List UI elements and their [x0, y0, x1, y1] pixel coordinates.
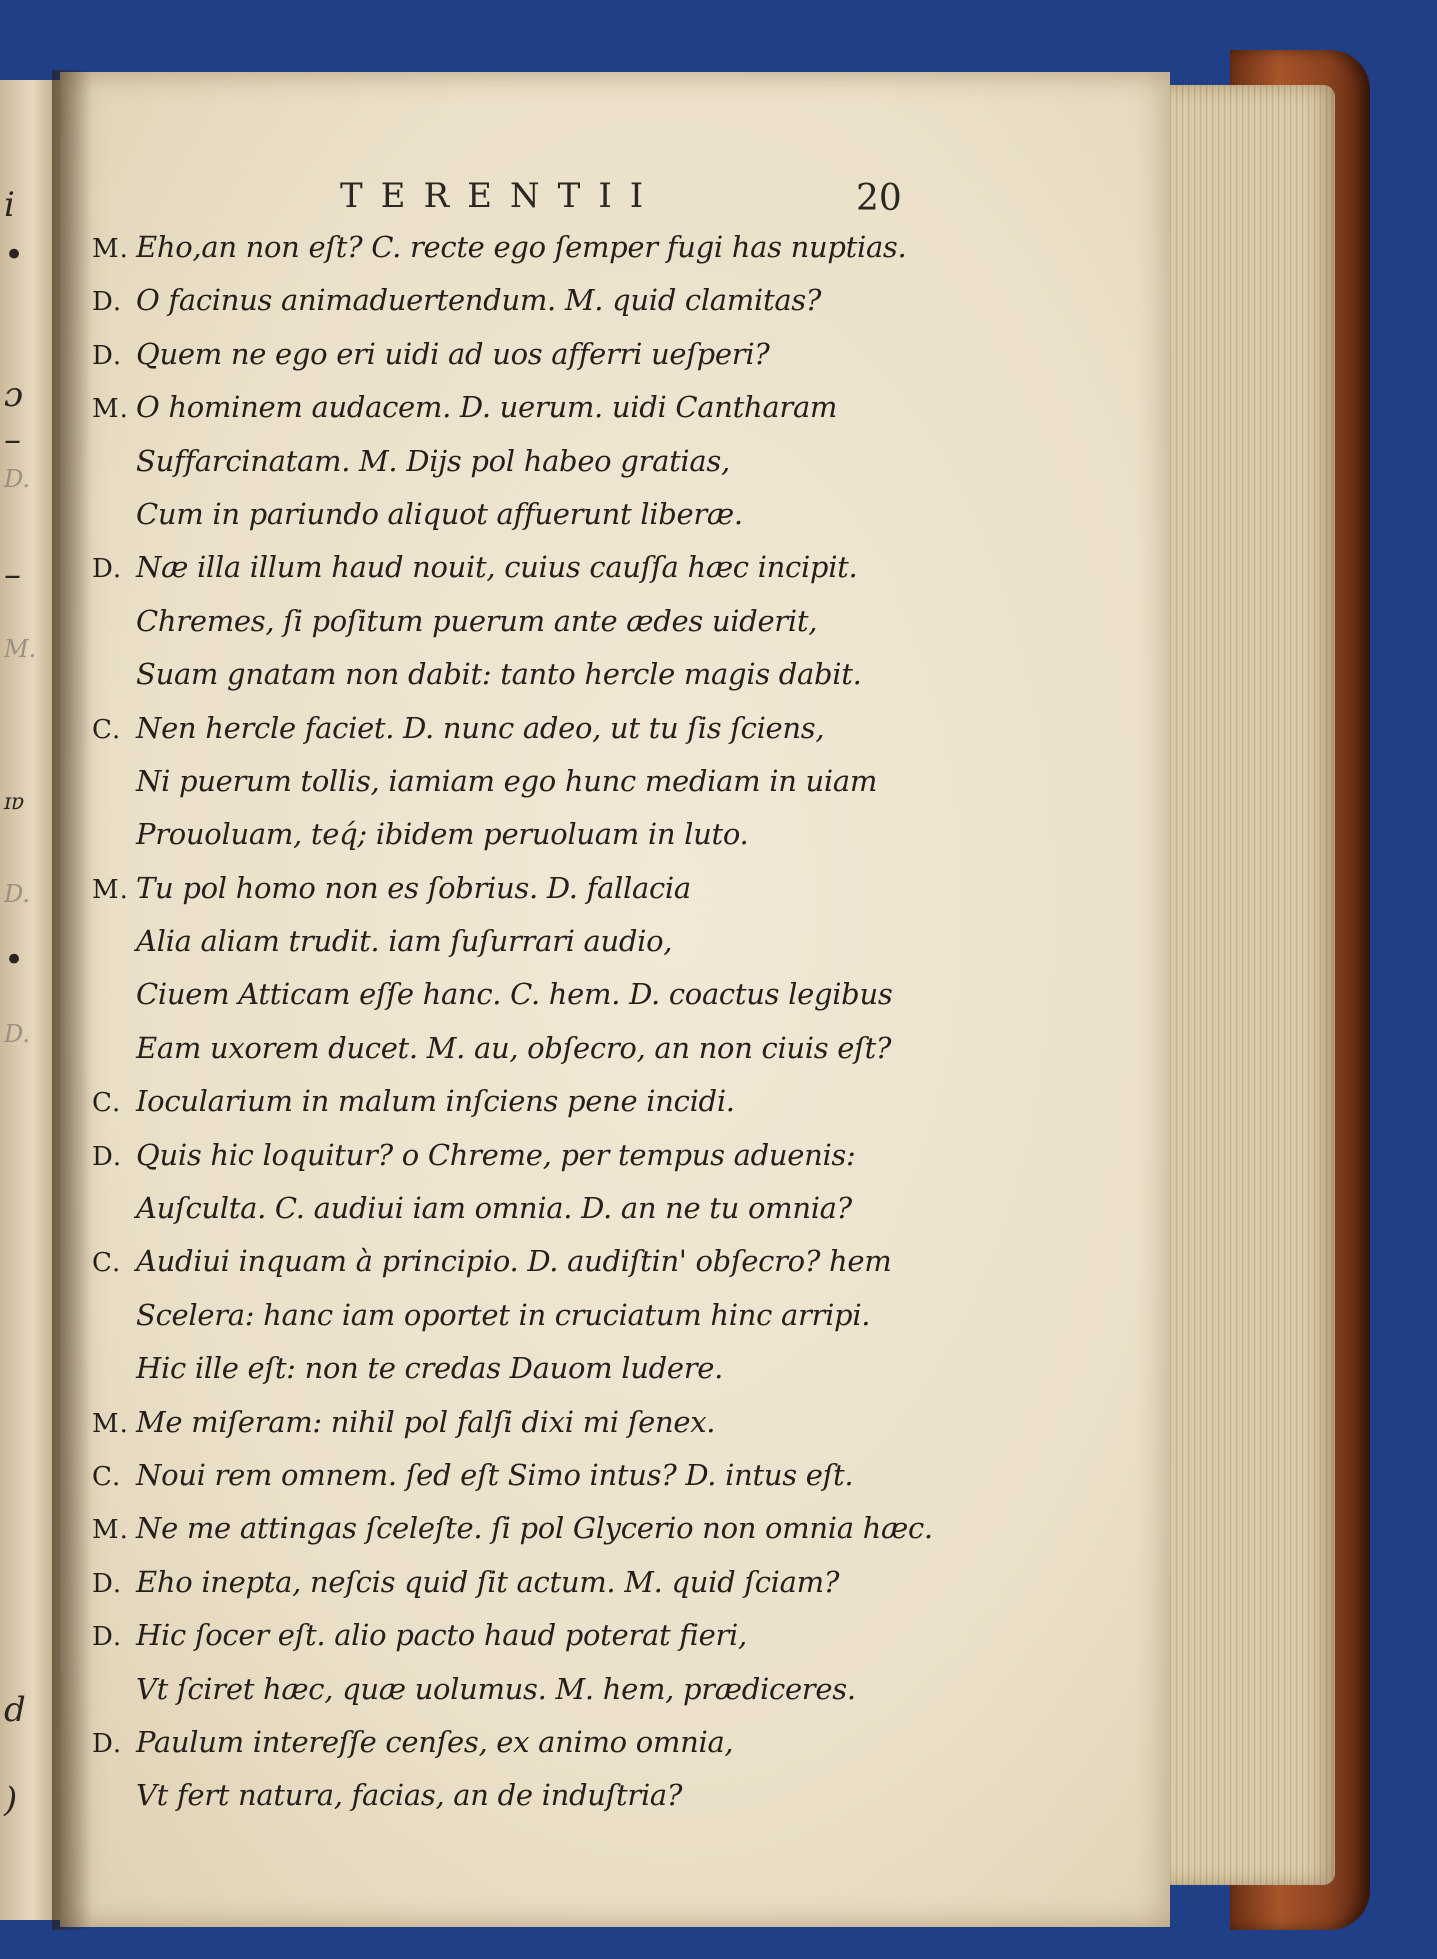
page-edges — [1155, 85, 1335, 1885]
verse-text: Chremes, ſi poſitum puerum ante ædes uiderit, — [136, 603, 818, 638]
verse-line — [92, 1031, 952, 1084]
verse-line — [92, 657, 952, 710]
speaker-label: C. — [92, 1088, 122, 1119]
speaker-label: M. — [92, 874, 129, 905]
verse-text: O hominem audacem. D. uerum. uidi Cantharam — [136, 390, 838, 425]
verse-line — [92, 1084, 952, 1137]
verse-line — [92, 604, 952, 657]
verse-line — [92, 1672, 952, 1725]
speaker-label: D. — [92, 554, 123, 585]
verse-text: Vt ſciret hæc, quæ uolumus. M. hem, prædiceres. — [136, 1671, 856, 1706]
left-fragment: • — [4, 940, 25, 980]
verse-line — [92, 550, 952, 603]
speaker-label: D. — [92, 287, 123, 318]
verse-text: Ni puerum tollis, iamiam ego hunc mediam in uiam — [136, 763, 878, 798]
verse-line — [92, 711, 952, 764]
verse-line — [92, 283, 952, 336]
verse-line — [92, 1565, 952, 1618]
verse-text: Ne me attingas ſceleſte. ſi pol Glycerio non omnia hæc. — [136, 1511, 933, 1546]
page-number: 20 — [856, 178, 902, 219]
left-fragment: M. — [4, 635, 37, 663]
left-fragment: D. — [4, 465, 31, 493]
verse-text: Eam uxorem ducet. M. au, obſecro, an non ciuis eſt? — [136, 1030, 892, 1065]
verse-text: Eho inepta, neſcis quid ſit actum. M. quid ſciam? — [136, 1564, 840, 1599]
running-title: TERENTII — [340, 176, 662, 216]
verse-line — [92, 977, 952, 1030]
verse-line — [92, 390, 952, 443]
left-page-margin — [0, 80, 60, 1920]
verse-line — [92, 337, 952, 390]
verse-text: Auſculta. C. audiui iam omnia. D. an ne tu omnia? — [136, 1191, 852, 1226]
verse-line — [92, 1778, 952, 1831]
verse-text: Noui rem omnem. ſed eſt Simo intus? D. intus eſt. — [136, 1457, 854, 1492]
verse-text: Hic ille eſt: non te credas Dauom ludere. — [136, 1351, 724, 1386]
left-fragment: D. — [4, 880, 31, 908]
left-fragment: ɪɐ — [4, 790, 25, 815]
verse-line — [92, 230, 952, 283]
verse-text: Scelera: hanc iam oportet in cruciatum hinc arripi. — [136, 1297, 871, 1332]
verse-text: O facinus animaduertendum. M. quid clamitas? — [136, 283, 822, 318]
verse-line — [92, 1511, 952, 1564]
verse-line — [92, 817, 952, 870]
verse-text: Alia aliam trudit. iam ſuſurrari audio, — [136, 924, 673, 959]
verse-text: Eho,an non eſt? C. recte ego ſemper fugi has nuptias. — [136, 230, 907, 264]
left-fragment: i — [4, 185, 15, 225]
speaker-label: D. — [92, 1728, 123, 1759]
speaker-label: C. — [92, 1248, 122, 1279]
verse-line — [92, 1138, 952, 1191]
speaker-label: M. — [92, 234, 129, 264]
verse-text: Suam gnatam non dabit: tanto hercle magis dabit. — [136, 657, 862, 692]
verse-text: Tu pol homo non es ſobrius. D. fallacia — [136, 870, 691, 905]
gutter-shadow — [52, 70, 92, 1930]
verse-text: Ciuem Atticam eſſe hanc. C. hem. D. coactus legibus — [136, 977, 893, 1012]
verse-line — [92, 871, 952, 924]
speaker-label: D. — [92, 1141, 123, 1172]
verse-line — [92, 497, 952, 550]
verse-line — [92, 924, 952, 977]
speaker-label: D. — [92, 1622, 123, 1653]
verse-text: Hic ſocer eſt. alio pacto haud poterat fieri, — [136, 1618, 747, 1653]
verse-text: Næ illa illum haud nouit, cuius cauſſa hæc incipit. — [136, 550, 858, 585]
speaker-label: M. — [92, 1408, 129, 1439]
verse-text: Vt fert natura, facias, an de induſtria? — [136, 1778, 683, 1813]
speaker-label: M. — [92, 1515, 129, 1546]
verse-line — [92, 1725, 952, 1778]
page-header — [0, 176, 1437, 226]
verse-text: Nen hercle faciet. D. nunc adeo, ut tu ſis ſciens, — [136, 710, 825, 745]
verse-line — [92, 1458, 952, 1511]
verse-text: Quem ne ego eri uidi ad uos afferri ueſperi? — [136, 336, 770, 371]
verse-line — [92, 1244, 952, 1297]
verse-text: Me miſeram: nihil pol falſi dixi mi ſenex. — [136, 1404, 716, 1439]
verse-line — [92, 1405, 952, 1458]
speaker-label: D. — [92, 1568, 123, 1599]
left-fragment: – — [4, 555, 21, 595]
verse-text: Cum in pariundo aliquot affuerunt liberæ. — [136, 496, 743, 531]
verse-line — [92, 444, 952, 497]
left-fragment: ) — [4, 1780, 18, 1820]
left-fragment: D. — [4, 1020, 31, 1048]
left-fragment: ɔ — [4, 375, 24, 415]
verse-text: Quis hic loquitur? o Chreme, per tempus aduenis: — [136, 1137, 856, 1172]
verse-text: Prouoluam, teq́; ibidem peruoluam in luto. — [136, 817, 749, 852]
verse-line — [92, 1298, 952, 1351]
verse-text: Iocularium in malum inſciens pene incidi. — [136, 1084, 735, 1119]
verse-text: Suffarcinatam. M. Dijs pol habeo gratias, — [136, 443, 730, 478]
verse-line — [92, 1191, 952, 1244]
verse-line — [92, 764, 952, 817]
verse-text: Audiui inquam à principio. D. audiſtin' obſecro? hem — [136, 1244, 892, 1279]
speaker-label: M. — [92, 394, 129, 425]
speaker-label: C. — [92, 1461, 122, 1492]
speaker-label: C. — [92, 714, 122, 745]
verse-line — [92, 1351, 952, 1404]
left-fragment: • — [4, 235, 25, 275]
play-text — [92, 230, 952, 1832]
left-fragment: d — [4, 1690, 26, 1730]
speaker-label: D. — [92, 340, 123, 371]
verse-text: Paulum intereſſe cenſes, ex animo omnia, — [136, 1724, 734, 1759]
left-fragment: – — [4, 420, 21, 460]
verse-line — [92, 1618, 952, 1671]
